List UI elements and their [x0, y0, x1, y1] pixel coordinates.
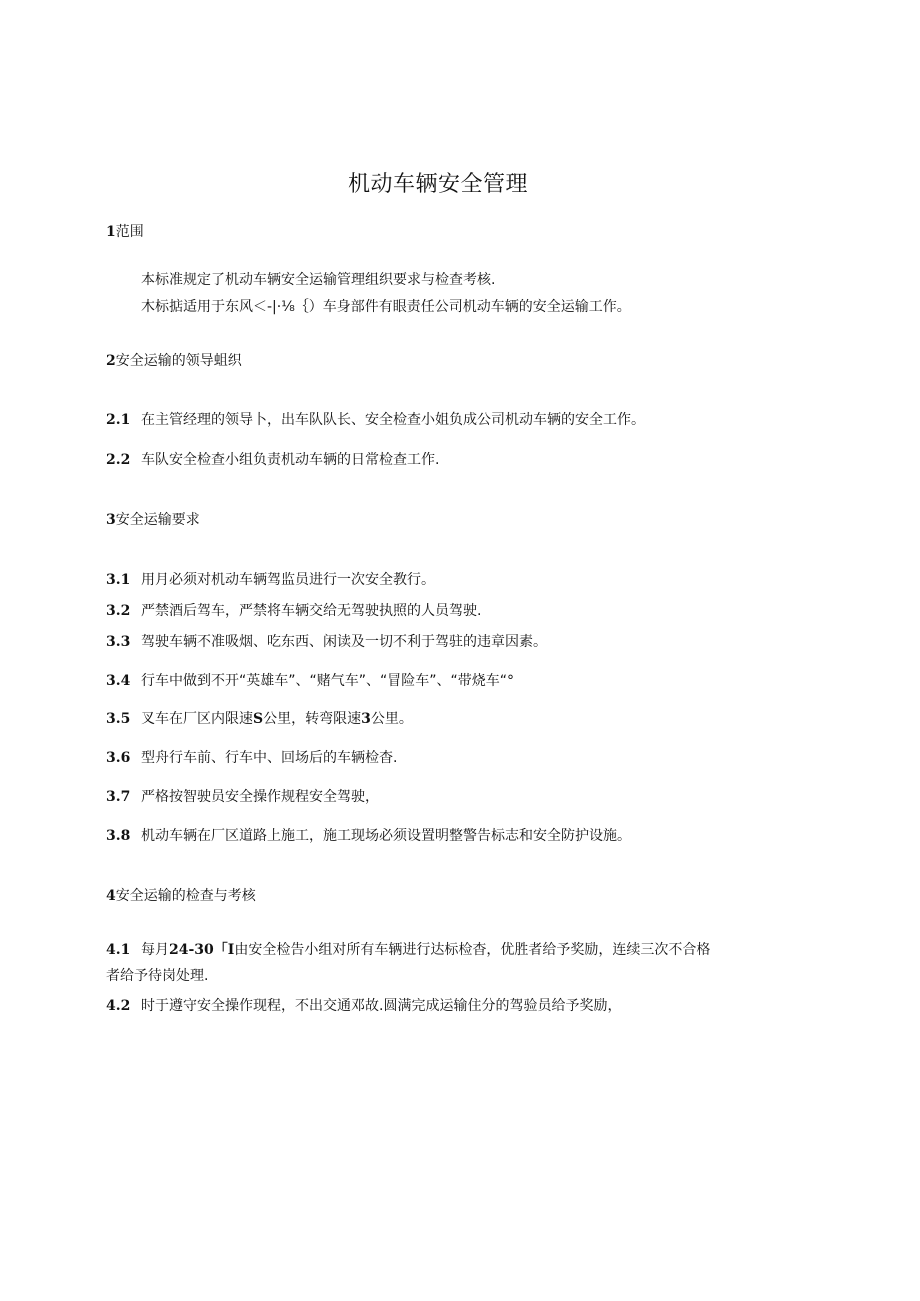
section-heading-4: [106, 886, 256, 906]
section-title: 安全运输的领导蛆织: [115, 353, 242, 369]
list-item: [106, 410, 645, 430]
item-text-part: 每月: [141, 942, 169, 958]
item-text-part: 叉车在厂区内限速: [141, 711, 253, 727]
item-text-part: 公里，转弯限速: [263, 711, 362, 727]
item-number: 3.6: [106, 750, 131, 766]
section-heading-3: [106, 510, 200, 530]
section-number: 4: [106, 888, 116, 904]
item-text: 在主管经理的领导卜，出车队队长、安全检查小姐负成公司机动车辆的安全工作。: [141, 412, 645, 428]
item-number: 3.5: [106, 711, 131, 727]
item-text: 严禁酒后驾车，严禁将车辆交给无驾驶执照的人员驾驶.: [141, 603, 482, 619]
list-item: [106, 996, 621, 1016]
list-item: [106, 671, 514, 691]
section-title: 安全运输的检查与考核: [115, 888, 256, 904]
item-number: 3.2: [106, 603, 131, 619]
section-number: 1: [106, 224, 116, 240]
list-item: [106, 940, 710, 960]
section-number: 3: [106, 512, 116, 528]
paragraph: 本标准规定了机动车辆安全运输管理组织要求与检查考核.: [141, 272, 496, 288]
item-text: [141, 942, 710, 958]
item-number: 3.1: [106, 572, 131, 588]
item-number: 4.1: [106, 942, 131, 958]
paragraph: 木标掂适用于东风＜-|·⅛｛）车身部件有眼责任公司机动车辆的安全运输工作。: [141, 299, 631, 315]
list-item: [106, 709, 413, 729]
speed-value: 3: [361, 711, 371, 727]
item-text: 驾驶车辆不准吸烟、吃东西、闲读及一切不利于驾驻的违章因素。: [141, 634, 547, 650]
date-range: 24-30「I: [169, 942, 235, 958]
item-number: 3.4: [106, 673, 131, 689]
section-title: 范围: [115, 224, 144, 240]
section-title: 安全运输要求: [115, 512, 200, 528]
list-item: [106, 450, 439, 470]
list-item: [106, 826, 631, 846]
list-item: [106, 748, 397, 768]
item-text: 用月必须对机动车辆驾监员进行一次安全教行。: [141, 572, 435, 588]
item-text-part: 由安全检告小组对所有车辆进行达标检杳，优胜者给予奖励，连续三次不合格: [234, 942, 711, 958]
item-text: [141, 711, 413, 727]
list-item: [106, 570, 435, 590]
item-text: 严格按智驶员安全操作规程安全驾驶，: [141, 789, 379, 805]
section-heading-1: [106, 222, 144, 242]
item-number: 3.8: [106, 828, 131, 844]
item-number: 2.1: [106, 412, 131, 428]
item-number: 4.2: [106, 998, 131, 1014]
list-item: [106, 787, 379, 807]
item-text-part: 公里。: [370, 711, 413, 727]
item-text: 行车中做到不开“英雄车”、“赌气车”、“冒险车”、“带烧车“°: [141, 673, 515, 689]
item-text: 机动车辆在厂区道路上施工，施工现场必须设置明整警告标志和安全防护设施。: [141, 828, 631, 844]
item-text: 型舟行车前、行车中、回场后的车辆检杳.: [141, 750, 398, 766]
item-number: 2.2: [106, 452, 131, 468]
list-item: [106, 601, 481, 621]
item-text: 车队安全检查小组负责机动车辆的日常检查工作.: [141, 452, 440, 468]
section-heading-2: [106, 351, 242, 371]
item-text: 时于遵守安全操作现程，不出交通邓故.圆满完成运输住分的驾验员给予奖励，: [141, 998, 622, 1014]
list-item: [106, 632, 547, 652]
item-number: 3.7: [106, 789, 131, 805]
document-title: 机动车辆安全管理: [347, 172, 528, 197]
item-continuation: 者给予待岗处理.: [106, 968, 209, 984]
section-number: 2: [106, 353, 116, 369]
item-number: 3.3: [106, 634, 131, 650]
speed-value: S: [253, 711, 264, 727]
